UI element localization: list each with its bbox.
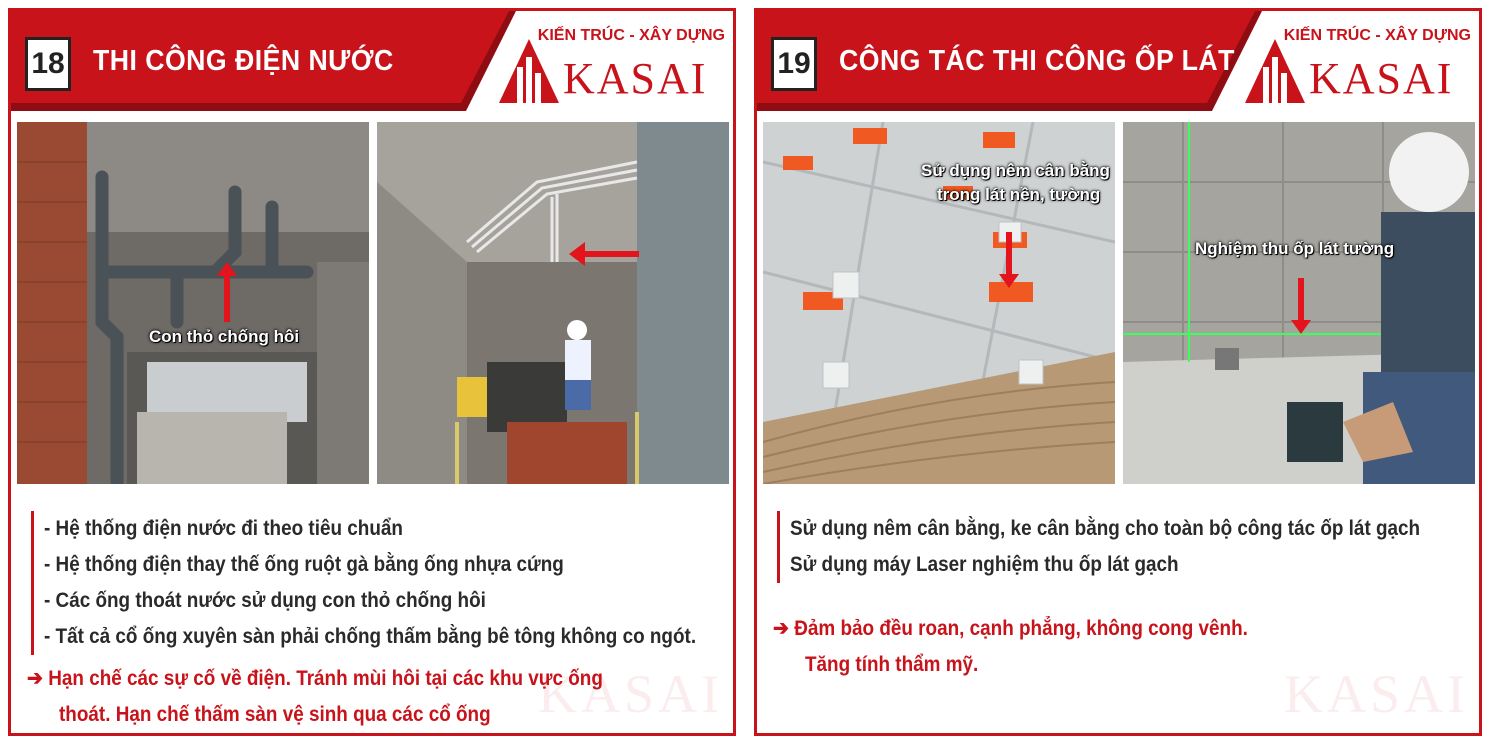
callout-leveling-wedge-line-1: Sử dụng nêm cân bằng (921, 161, 1110, 180)
conduit-photo-drawing (377, 122, 729, 484)
red-arrow-up-icon (217, 262, 237, 322)
panel-electrical-plumbing (8, 8, 736, 736)
list-item: - Hệ thống điện thay thế ống ruột gà bằng ống nhựa cứng (44, 553, 564, 576)
conclusion-line-2: thoát. Hạn chế thấm sàn vệ sinh qua các cổ ống (59, 703, 491, 726)
section-title: CÔNG TÁC THI CÔNG ỐP LÁT (839, 45, 1235, 77)
panel-tiling-works (754, 8, 1482, 736)
photo-wall-conduit (377, 122, 729, 484)
requirement-list (777, 511, 1482, 583)
building-logo-icon (497, 33, 561, 105)
building-logo-icon (1243, 33, 1307, 105)
callout-anti-odor-trap: Con thỏ chống hôi (149, 327, 300, 346)
arrow-right-icon: ➔ (27, 667, 43, 690)
logo-tagline: KIẾN TRÚC - XÂY DỰNG (537, 27, 725, 44)
kasai-logo (493, 25, 733, 111)
kasai-watermark: KASAI (1283, 664, 1469, 724)
conclusion-line-1 (773, 611, 1248, 647)
step-number: 18 (25, 37, 71, 91)
list-item: Sử dụng nêm cân bằng, ke cân bằng cho toàn bộ công tác ốp lát gạch (790, 517, 1421, 540)
red-arrow-down-icon (1291, 278, 1311, 334)
step-number: 19 (771, 37, 817, 91)
kasai-logo (1239, 25, 1479, 111)
pipes-photo-drawing (17, 122, 369, 484)
list-item: Sử dụng máy Laser nghiệm thu ốp lát gạch (790, 553, 1179, 576)
callout-tile-inspection: Nghiệm thu ốp lát tường (1195, 239, 1395, 258)
logo-wordmark: KASAI (563, 54, 708, 103)
conclusion-text: Đảm bảo đều roan, cạnh phẳng, không cong vênh. (794, 617, 1248, 640)
red-arrow-left-icon (569, 242, 639, 266)
conclusion-line-1 (27, 661, 603, 697)
conclusion-text: Hạn chế các sự cố về điện. Tránh mùi hôi tại các khu vực ống (48, 667, 603, 690)
list-item: - Tất cả cổ ống xuyên sàn phải chống thấm bằng bê tông không co ngót. (44, 625, 697, 648)
red-arrow-down-icon (999, 232, 1019, 288)
photo-drain-pipes (17, 122, 369, 484)
list-item: - Các ống thoát nước sử dụng con thỏ chống hôi (44, 589, 486, 612)
panel-header (11, 11, 521, 111)
photo-laser-inspection (1123, 122, 1475, 484)
callout-leveling-wedge-line-2: trong lát nền, tường (937, 185, 1101, 204)
logo-tagline: KIẾN TRÚC - XÂY DỰNG (1283, 27, 1471, 44)
kasai-watermark: KASAI (537, 664, 723, 724)
logo-wordmark: KASAI (1309, 54, 1454, 103)
conclusion-line-2: Tăng tính thẩm mỹ. (805, 653, 979, 676)
list-item: - Hệ thống điện nước đi theo tiêu chuẩn (44, 517, 403, 540)
arrow-right-icon: ➔ (773, 617, 789, 640)
panel-header (757, 11, 1267, 111)
requirement-list (31, 511, 736, 655)
photo-tile-levelers (763, 122, 1115, 484)
section-title: THI CÔNG ĐIỆN NƯỚC (93, 45, 394, 77)
